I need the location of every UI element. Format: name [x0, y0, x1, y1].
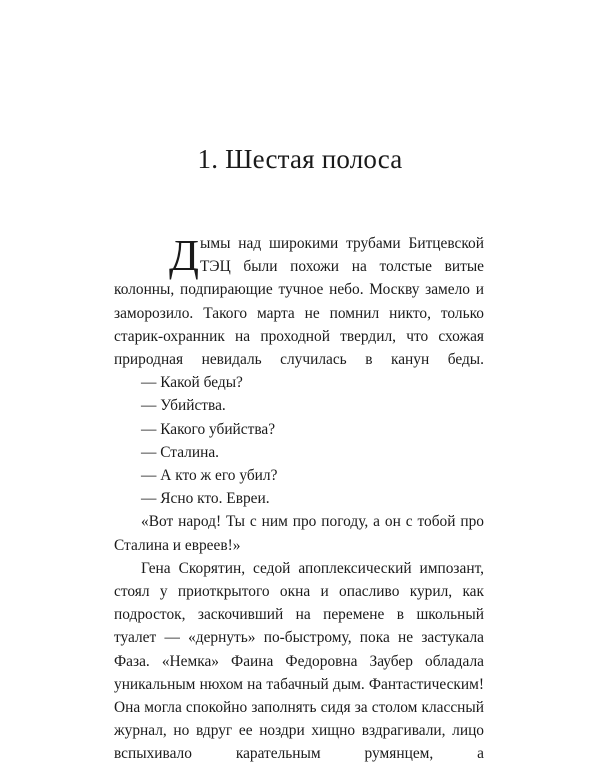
dialog-line: — А кто ж его убил? — [141, 467, 278, 485]
dialog-line: — Какой беды? — [141, 374, 243, 392]
dialog-line: — Сталина. — [141, 443, 220, 461]
opening-paragraph — [114, 232, 484, 371]
thought-paragraph: «Вот народ! Ты с ним про погоду, а он с тобой про Сталина и евреев!» — [114, 513, 484, 554]
drop-cap: Д — [169, 231, 200, 280]
chapter-title: 1. Шестая полоса — [197, 144, 403, 174]
dialog-line: — Убийства. — [141, 397, 226, 415]
body-text — [114, 232, 484, 766]
opening-text: ымы над широкими трубами Битцевской ТЭЦ были похожи на толстые витые колонны, подпирающие тучное небо. Москву замело и заморозило. Такого марта не помнил никто, только старик-охранник на проходной твердил, что схожая природная невидаль случилась в канун беды. — [114, 235, 484, 369]
dialog-line: — Ясно кто. Евреи. — [141, 490, 270, 508]
closing-paragraph: Гена Скорятин, седой апоплексический импозант, стоял у приоткрытого окна и опасливо курил, как подросток, заскочивший на перемене в школьный туалет — «дернуть» по-быстрому, пока не застукала Фаза. «Немка» Фаина Федоровна Заубер обладала уникальным нюхом на табачный дым. Фантастическим! Она могла спокойно заполнять сидя за столом классный журнал, но вдруг ее ноздри хищно вздрагивали, лицо вспыхивало карательным румянцем, а — [114, 559, 484, 763]
dialog-line: — Какого убийства? — [141, 420, 276, 438]
dropcap-spacer — [114, 232, 169, 252]
